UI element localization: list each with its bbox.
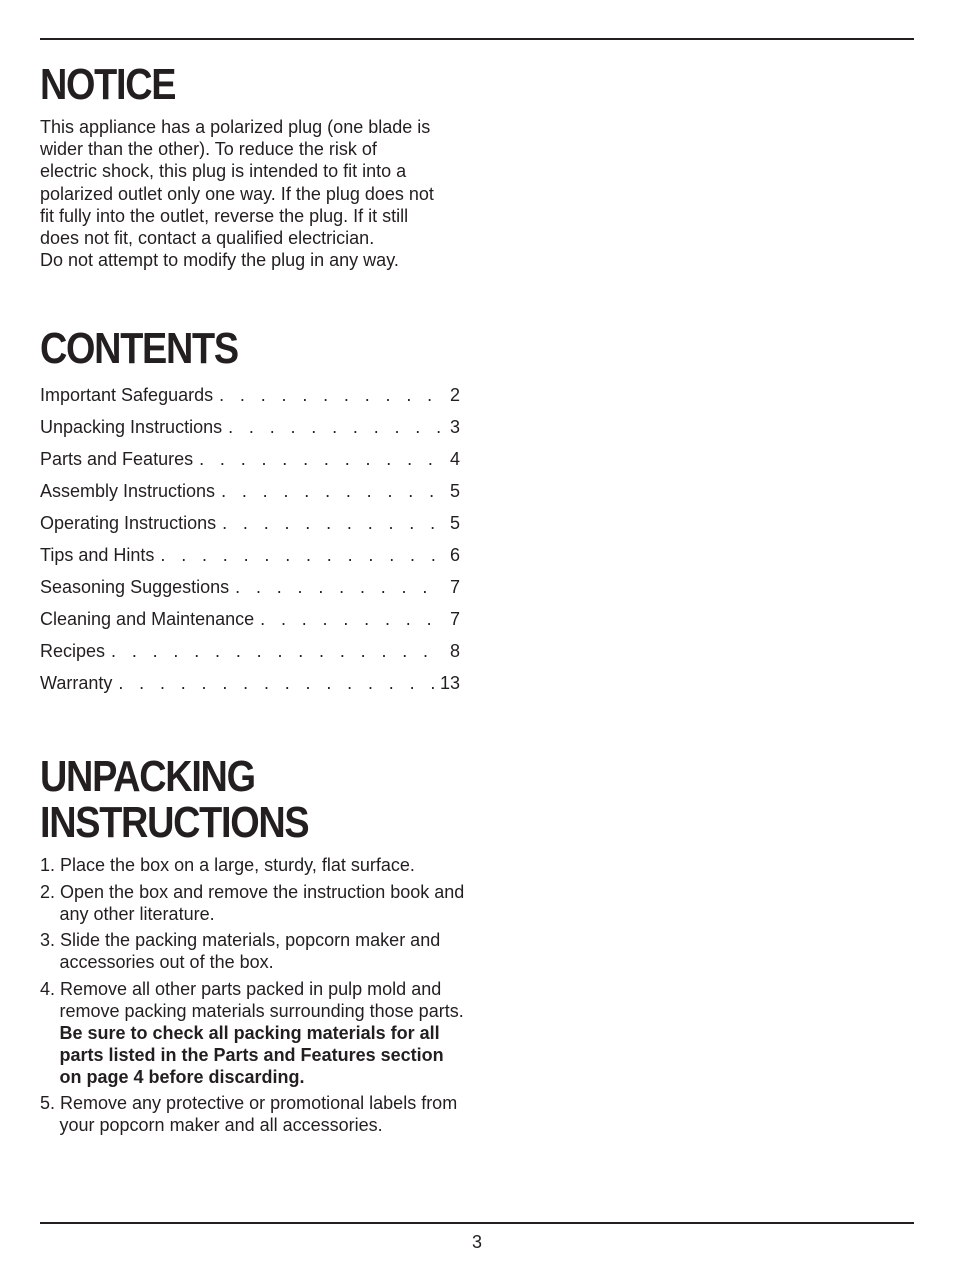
toc-label: Recipes (40, 641, 106, 661)
unpacking-steps (40, 854, 470, 1136)
toc-entry-recipes[interactable] (40, 635, 460, 667)
toc-label: Important Safeguards (40, 385, 214, 405)
notice-text (40, 116, 470, 271)
notice-line: This appliance has a polarized plug (one blade is (40, 117, 431, 137)
contents-heading: CONTENTS (40, 324, 238, 373)
toc-page: 2 (449, 385, 460, 405)
toc-label: Warranty (40, 673, 113, 693)
notice-line: polarized outlet only one way. If the plug does not (40, 183, 434, 204)
table-of-contents (40, 379, 470, 699)
bottom-rule (40, 1222, 914, 1224)
step-text: 4. Remove all other parts packed in pulp mold and remove packing materials surrounding those parts. (40, 978, 464, 1021)
contents-section (40, 326, 470, 699)
toc-page: 7 (449, 609, 460, 629)
toc-label: Unpacking Instructions (40, 417, 223, 437)
toc-label: Seasoning Suggestions (40, 577, 230, 597)
step-text: 1. Place the box on a large, sturdy, flat surface. (40, 855, 415, 875)
notice-line: wider than the other). To reduce the risk of (40, 139, 377, 160)
toc-leader (118, 667, 434, 699)
toc-label: Operating Instructions (40, 513, 217, 533)
toc-leader (111, 635, 444, 667)
toc-entry-unpacking-instructions[interactable] (40, 411, 460, 443)
toc-leader (260, 603, 444, 635)
toc-page: 7 (449, 577, 460, 597)
toc-page: 13 (439, 673, 460, 693)
toc-label: Cleaning and Maintenance (40, 609, 255, 629)
step-text: 2. Open the box and remove the instruction book and any other literature. (40, 881, 465, 924)
notice-line: Do not attempt to modify the plug in any way. (40, 250, 399, 271)
toc-leader (222, 507, 444, 539)
notice-line: fit fully into the outlet, reverse the plug. If it still (40, 205, 409, 226)
unpacking-heading-line: INSTRUCTIONS (40, 798, 309, 847)
toc-entry-seasoning-suggestions[interactable] (40, 571, 460, 603)
unpacking-heading-line: UNPACKING (40, 752, 255, 801)
toc-entry-parts-and-features[interactable] (40, 443, 460, 475)
toc-entry-assembly-instructions[interactable] (40, 475, 460, 507)
step-text: 5. Remove any protective or promotional labels from your popcorn maker and all accessories. (40, 1093, 458, 1136)
toc-entry-warranty[interactable] (40, 667, 460, 699)
page-number: 3 (471, 1232, 482, 1252)
unpacking-step (40, 854, 470, 876)
unpacking-step (40, 978, 470, 1088)
toc-entry-important-safeguards[interactable] (40, 379, 460, 411)
unpacking-step (40, 1092, 470, 1136)
step-warning: Be sure to check all packing materials for all parts listed in the Parts and Features section on page 4 before discarding. (59, 1022, 444, 1087)
toc-leader (199, 443, 444, 475)
toc-label: Tips and Hints (40, 545, 155, 565)
toc-entry-cleaning-and-maintenance[interactable] (40, 603, 460, 635)
toc-leader (219, 379, 444, 411)
toc-page: 3 (449, 417, 460, 437)
toc-entry-operating-instructions[interactable] (40, 507, 460, 539)
unpacking-step (40, 929, 470, 973)
toc-page: 5 (449, 513, 460, 533)
toc-entry-tips-and-hints[interactable] (40, 539, 460, 571)
toc-page: 6 (449, 545, 460, 565)
step-text: 3. Slide the packing materials, popcorn maker and accessories out of the box. (40, 930, 441, 973)
toc-page: 4 (449, 449, 460, 469)
unpacking-section (40, 754, 470, 1141)
notice-line: does not fit, contact a qualified electrician. (40, 228, 375, 249)
toc-leader (228, 411, 444, 443)
toc-page: 8 (449, 641, 460, 661)
toc-page: 5 (449, 481, 460, 501)
notice-heading: NOTICE (40, 60, 176, 109)
notice-line: electric shock, this plug is intended to fit into a (40, 161, 407, 182)
toc-leader (221, 475, 444, 507)
unpacking-step (40, 881, 470, 925)
top-rule (40, 38, 914, 40)
toc-leader (235, 571, 444, 603)
toc-leader (160, 539, 444, 571)
notice-section (40, 62, 470, 271)
unpacking-heading (40, 754, 410, 846)
toc-label: Parts and Features (40, 449, 194, 469)
toc-label: Assembly Instructions (40, 481, 216, 501)
